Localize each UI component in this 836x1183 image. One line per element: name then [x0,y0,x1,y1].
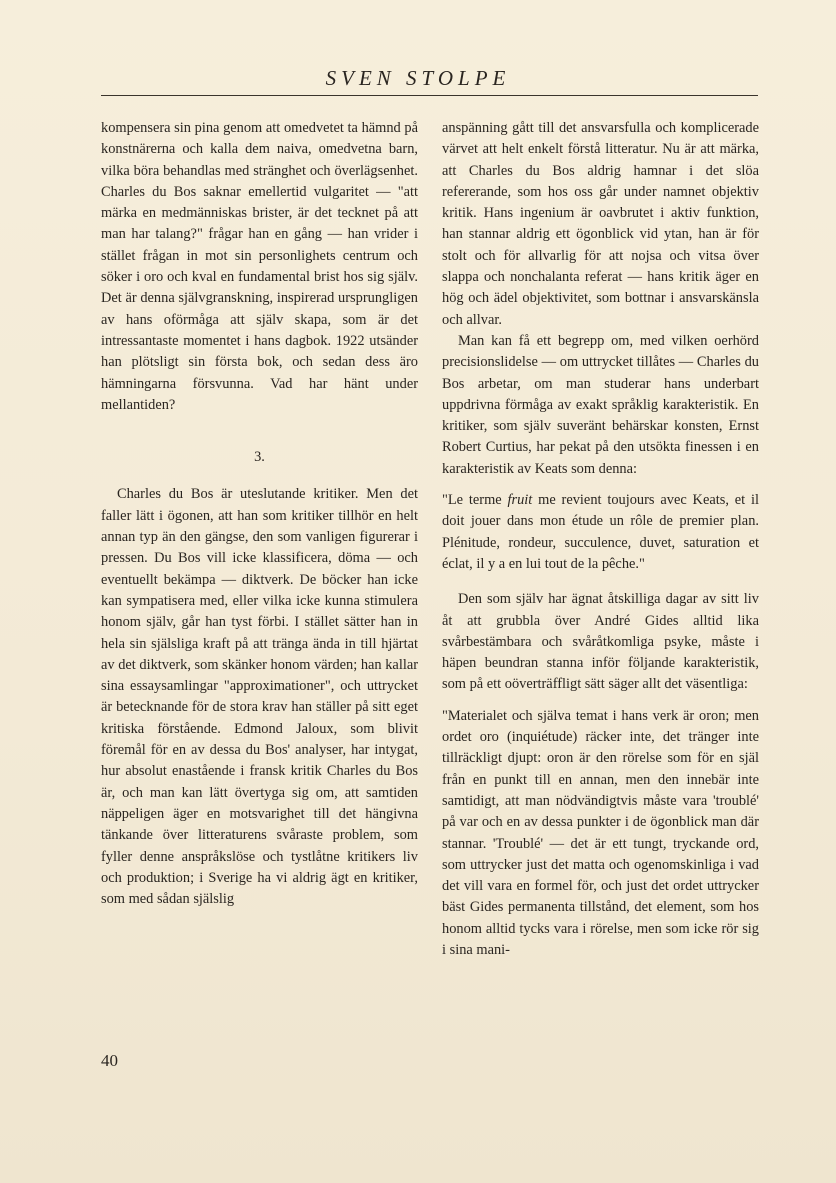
running-header: SVEN STOLPE [325,66,511,90]
section-number: 3. [254,449,265,466]
paragraph: Den som själv har ägnat åtskilliga dagar av sitt liv åt att grubbla över André Gides alltid lika svårbestämbara och svåråtkomliga psyke, måste i häpen beundran stanna inför följande karakteristik, som på ett oöverträffligt sätt säger allt det väsentliga: [442,591,759,693]
paragraph: Man kan få ett begrepp om, med vilken oerhörd precisionslidelse — om uttrycket tillåtes — Charles du Bos arbetar, om man studerar hans underbart uppdrivna förmåga av exakt språklig karakteristik. En kritiker, som själv suveränt behärskar konsten, Ernst Robert Curtius, har pekat på den utsökta finessen i en karakteristik av Keats som denna: [442,332,759,477]
quote-text-part: me revient toujours avec Keats, et il doit jouer dans mon étude un rôle de premier plan. Plénitude, rondeur, succulence, duvet, saturation et éclat, il y a en lui tout de la pêche." [442,492,759,572]
header-rule [101,95,758,96]
quote-text: "Materialet och själva temat i hans verk är oron; men ordet oro (inquiétude) räcker inte, det tränger inte tillräckligt djupt: oron är den rörelse som för en själ från en punkt till en annan, men den innebär inte samtidigt, att man nödvändigtvis måste vara 'troublé' på var och en av dessa punkter i de ögonblick man där stannar. 'Troublé' — det är ett tungt, tryckande ord, som uttrycker just det matta och ogenomskinliga i vad det vill vara en formel för, och just det ordet uttrycker bäst Gides permanenta tillstånd, det element, som hos honom alltid tycks vara i rörelse, men som icke rör sig i sina mani- [442,707,759,958]
paragraph: kompensera sin pina genom att omedvetet ta hämnd på konstnärerna och kalla dem naiva, omedvetna barn, vilka böra behandlas med stränghet och överlägsenhet. Charles du Bos saknar emellertid vulgaritet — "att märka en medmänniskas brister, är det tecknet på att man har talang?" frågar han en gång — han vrider i stället frågan in mot sin personlighets centrum och söker i oro och kval en fundamental brist hos sig själv. Det är denna självgranskning, inspirerad ursprungligen av hans oförmåga att själv skapa, som är det intressantaste momentet i hans dagbok. 1922 utsänder han plötsligt sin första bok, och sedan dess äro hämningarna försvunna. Vad har hänt under mellantiden? [101,120,418,413]
page-number: 40 [101,1051,118,1070]
quote-text-part: "Le terme [442,492,508,509]
paragraph: anspänning gått till det ansvarsfulla och komplicerade värvet att helt enkelt förstå litteratur. Nu är att märka, att Charles du Bos aldrig hamnar i det slöa refererande, som hos oss går under namnet objektiv kritik. Hans ingenium är oavbrutet i aktiv funktion, han stannar aldrig ett ögonblick vid ytan, han är för stolt och för allvarlig för att nojsa och vitsa över slappa och nonchalanta referat — hans kritik äger en hög och ädel objektivitet, som bottnar i ansvarskänsla och allvar. [442,120,759,328]
block-quote [442,490,759,575]
block-quote [442,706,759,962]
left-column [101,118,418,910]
paragraph: Charles du Bos är uteslutande kritiker. Men det faller lätt i ögonen, att han som kritiker tillhör en helt annan typ än den gängse, den som vanligen figurerar i pressen. Du Bos vill icke klassificera, döma — och eventuellt bekämpa — diktverk. De böcker han icke kan sympatisera med, eller vilka icke kunna stimulera honom själv, går han tyst förbi. I stället sätter han in hela sin själsliga kraft på att tränga ända in till hjärtat av det diktverk, som skänker honom värden; han kallar sina essaysamlingar "approximationer", och uttrycket är betecknande för de stora krav han ställer på sitt eget kritiska förstående. Edmond Jaloux, som blivit föremål för en av dessa du Bos' analyser, har intygat, hur absolut enastående i fransk kritik Charles du Bos är, och man kan lätt övertyga sig om, att samtiden näppeligen äger en motsvarighet till det hängivna tänkande över litteraturens svåraste problem, som fyller denne anspråkslöse och tystlåtne kritikers liv och produktion; i Sverige ha vi aldrig ägt en kritiker, som med sådan själslig [101,486,418,908]
quote-emphasis: fruit [507,492,533,509]
right-column [442,118,759,975]
quote-text [442,490,759,575]
